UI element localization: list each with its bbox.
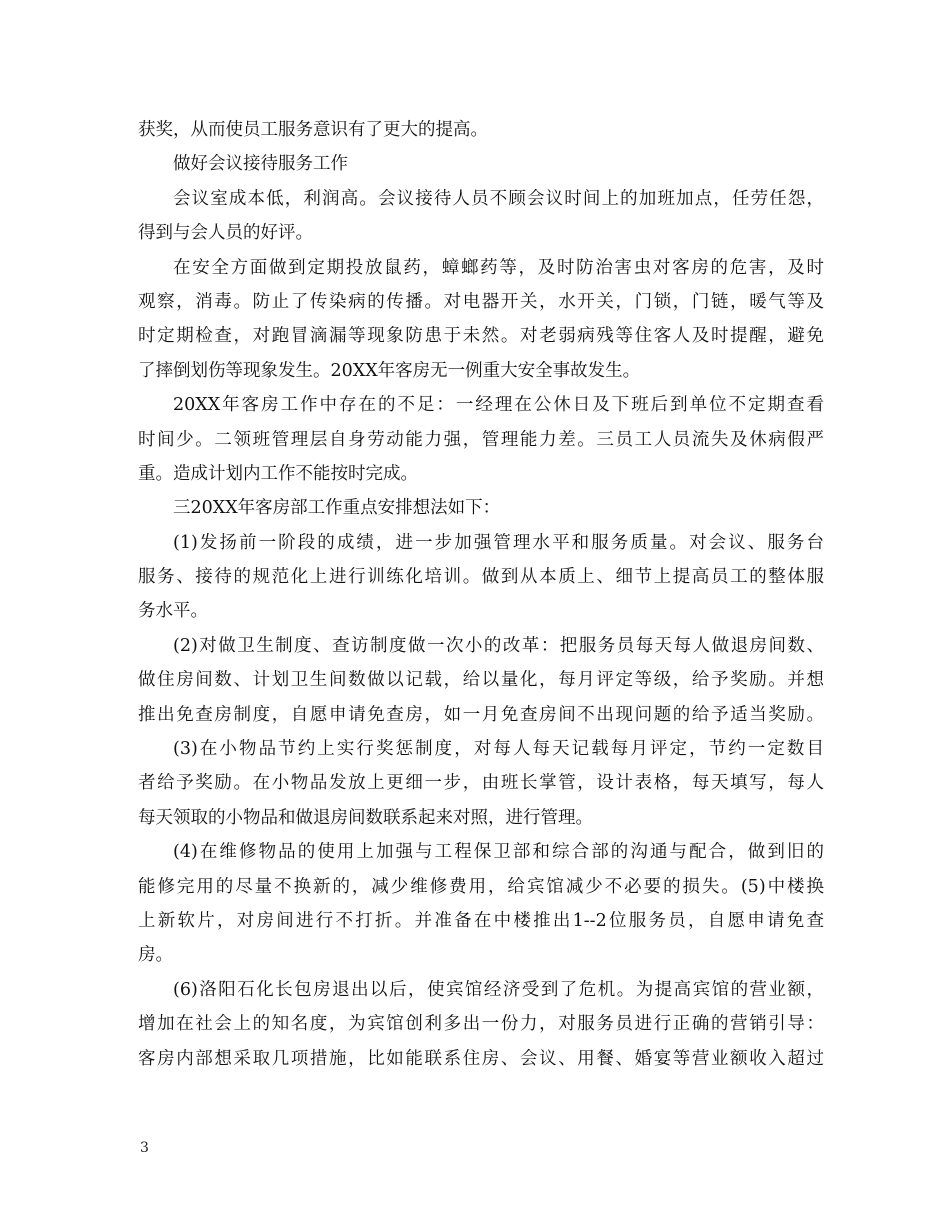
text-line: 20XX年客房工作中存在的不足：一经理在公休日及下班后到单位不定期查看: [173, 395, 824, 416]
text-line: 在安全方面做到定期投放鼠药，蟑螂药等，及时防治害虫对客房的危害，及时: [173, 257, 824, 278]
text-line: 者给予奖励。在小物品发放上更细一步，由班长掌管，设计表格，每天填写，每人: [138, 773, 824, 794]
page-number: 3: [140, 1140, 149, 1156]
text-line: 时定期检查，对跑冒滴漏等现象防患于未然。对老弱病残等住客人及时提醒，避免: [138, 326, 824, 347]
text-line: 能修完用的尽量不换新的，减少维修费用，给宾馆减少不必要的损失。(5)中楼换: [138, 876, 824, 897]
text-line: 三20XX年客房部工作重点安排想法如下：: [173, 498, 501, 519]
text-line: 客房内部想采取几项措施，比如能联系住房、会议、用餐、婚宴等营业额收入超过: [138, 1048, 824, 1069]
text-line: (6)洛阳石化长包房退出以后，使宾馆经济受到了危机。为提高宾馆的营业额，: [173, 979, 824, 1000]
text-line: 了摔倒划伤等现象发生。20XX年客房无一例重大安全事故发生。: [138, 360, 641, 381]
text-line: (2)对做卫生制度、查访制度做一次小的改革：把服务员每天每人做退房间数、: [173, 635, 824, 656]
text-line: 服务、接待的规范化上进行训练化培训。做到从本质上、细节上提高员工的整体服: [138, 567, 824, 588]
text-line: 重。造成计划内工作不能按时完成。: [138, 463, 418, 484]
text-line: 会议室成本低，利润高。会议接待人员不顾会议时间上的加班加点，任劳任怨，: [173, 188, 824, 209]
text-line: 上新软片，对房间进行不打折。并准备在中楼推出1--2位服务员，自愿申请免查: [138, 910, 824, 931]
text-line: 时间少。二领班管理层自身劳动能力强，管理能力差。三员工人员流失及休病假严: [138, 429, 824, 450]
text-line: 得到与会人员的好评。: [138, 223, 313, 244]
text-line: 房。: [138, 945, 173, 966]
text-line: 观察，消毒。防止了传染病的传播。对电器开关，水开关，门锁，门链，暖气等及: [138, 291, 824, 312]
text-line: (3)在小物品节约上实行奖惩制度，对每人每天记载每月评定，节约一定数目: [173, 739, 824, 760]
text-line: 增加在社会上的知名度，为宾馆创利多出一份力，对服务员进行正确的营销引导：: [138, 1014, 824, 1035]
section-heading: 做好会议接待服务工作: [173, 154, 348, 175]
text-line: 获奖，从而使员工服务意识有了更大的提高。: [138, 120, 488, 140]
text-line: 每天领取的小物品和做退房间数联系起来对照，进行管理。: [138, 807, 593, 828]
text-line: 推出免查房制度，自愿申请免查房，如一月免查房间不出现问题的给予适当奖励。: [138, 704, 824, 725]
text-line: (4)在维修物品的使用上加强与工程保卫部和综合部的沟通与配合，做到旧的: [173, 842, 824, 863]
text-line: 务水平。: [138, 601, 208, 622]
document-body: [138, 113, 824, 1076]
text-line: 做住房间数、计划卫生间数做以记载，给以量化，每月评定等级，给予奖励。并想: [138, 670, 824, 691]
text-line: (1)发扬前一阶段的成绩，进一步加强管理水平和服务质量。对会议、服务台: [173, 532, 824, 553]
